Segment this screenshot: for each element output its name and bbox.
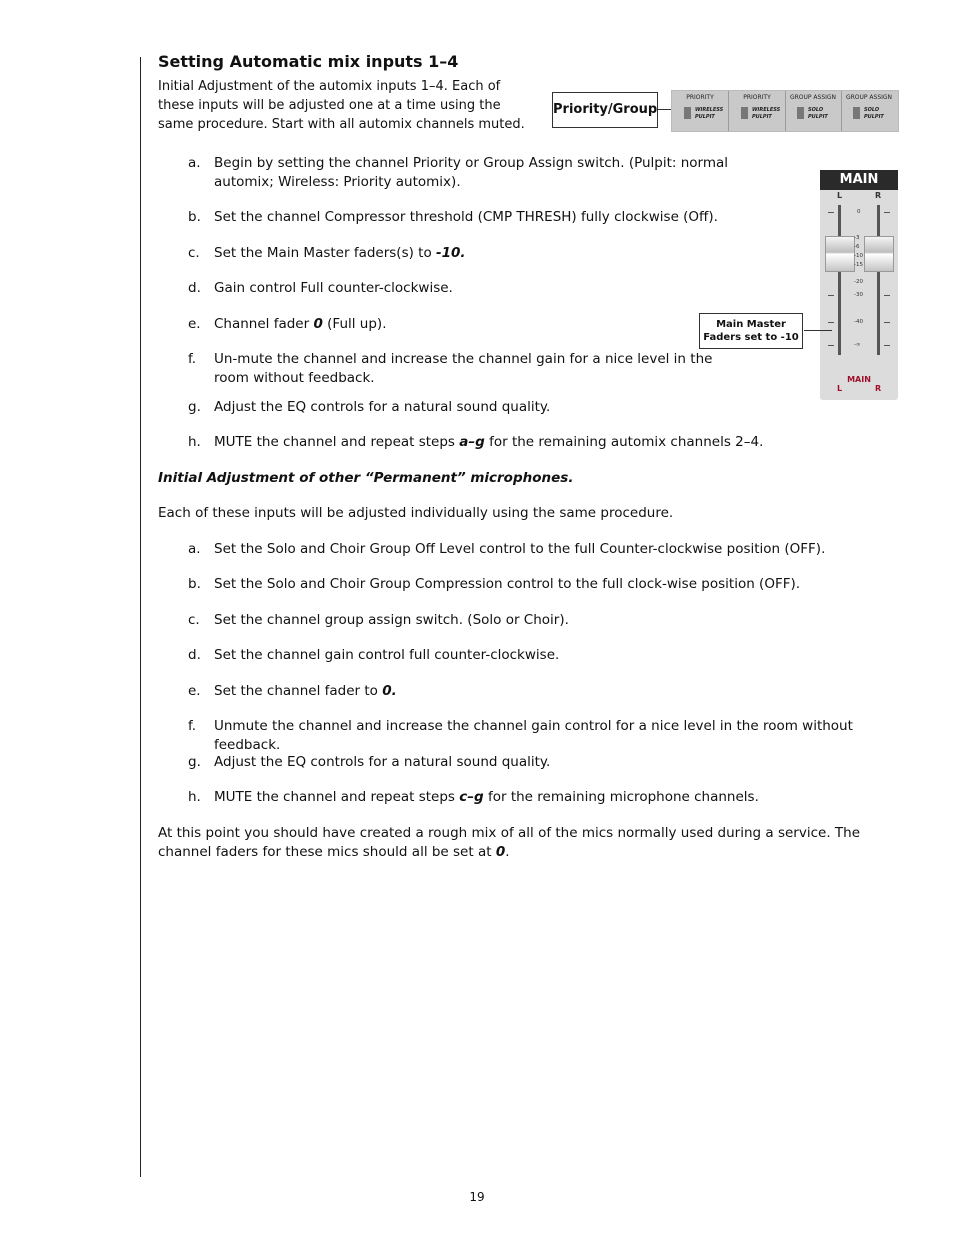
step-letter: d. xyxy=(188,280,201,296)
callout-line-2: Faders set to -10 xyxy=(703,332,799,343)
scale-tick xyxy=(828,212,834,213)
step-text: Set the channel group assign switch. (Solo or Choir). xyxy=(214,612,569,628)
switch-header: GROUP ASSIGN xyxy=(845,94,893,101)
step-letter: h. xyxy=(188,789,201,805)
switch-label-1: WIRELESS xyxy=(695,107,724,113)
callout-line-1: Main Master xyxy=(716,319,786,330)
step-letter: e. xyxy=(188,683,201,699)
scale-label: -15 xyxy=(854,262,863,268)
switch-button xyxy=(853,107,860,119)
switch-panel-1 xyxy=(672,91,729,131)
fader-bottom-lr xyxy=(820,384,898,393)
fader-title: MAIN xyxy=(820,170,898,190)
scale-tick xyxy=(828,295,834,296)
step-text: Begin by setting the channel Priority or Group Assign switch. (Pulpit: normal automix; Wireless: Priority automix). xyxy=(214,155,729,190)
step-letter: b. xyxy=(188,209,201,225)
step-letter: b. xyxy=(188,576,201,592)
step-letter: c. xyxy=(188,612,200,628)
step-text: MUTE the channel and repeat steps a–g for the remaining automix channels 2–4. xyxy=(214,434,764,450)
scale-tick xyxy=(828,322,834,323)
scale-label: 0 xyxy=(857,209,861,215)
fader-slot-right xyxy=(877,205,880,355)
scale-label: -3 xyxy=(854,235,860,241)
switch-label-2: PULPIT xyxy=(864,114,884,120)
subintro-paragraph: Each of these inputs will be adjusted individually using the same procedure. xyxy=(158,505,674,521)
switch-label-1: SOLO xyxy=(808,107,824,113)
scale-tick xyxy=(884,345,890,346)
step-letter: a. xyxy=(188,541,201,557)
priority-group-switch-panel xyxy=(671,90,899,132)
fader-left-label: L xyxy=(837,191,843,200)
fader-bottom-title: MAIN xyxy=(847,375,871,384)
switch-header: PRIORITY xyxy=(743,94,771,101)
scale-tick xyxy=(884,295,890,296)
step-text: Adjust the EQ controls for a natural sound quality. xyxy=(214,399,551,415)
fader-bottom-right: R xyxy=(875,384,882,393)
step-text: Gain control Full counter-clockwise. xyxy=(214,280,453,296)
step-text: Adjust the EQ controls for a natural sound quality. xyxy=(214,754,551,770)
priority-group-callout: Priority/Group xyxy=(552,92,658,128)
main-master-fader-figure xyxy=(820,170,898,400)
scale-tick xyxy=(828,345,834,346)
fader-cap-left xyxy=(825,236,855,272)
step-text: Set the channel Compressor threshold (CMP THRESH) fully clockwise (Off). xyxy=(214,209,718,225)
step-text: Set the Solo and Choir Group Off Level control to the full Counter-clockwise position (OFF). xyxy=(214,541,826,557)
switch-label-1: SOLO xyxy=(864,107,880,113)
callout-leader-line xyxy=(804,330,832,331)
step-text: Set the channel fader to 0. xyxy=(214,683,397,699)
fader-right-label: R xyxy=(875,191,882,200)
step-letter: f. xyxy=(188,351,197,367)
closing-paragraph: At this point you should have created a rough mix of all of the mics normally used during a service. The channel faders for these mics should all be set at 0. xyxy=(158,825,861,860)
switch-label-2: PULPIT xyxy=(808,114,828,120)
step-letter: g. xyxy=(188,754,201,770)
step-text: Channel fader 0 (Full up). xyxy=(214,316,387,332)
switch-button xyxy=(741,107,748,119)
switch-panel-3 xyxy=(785,91,842,131)
scale-label: -20 xyxy=(854,279,863,285)
step-letter: c. xyxy=(188,245,200,261)
switch-panel-2 xyxy=(729,91,786,131)
switch-panel-4 xyxy=(841,91,897,131)
scale-label: -∞ xyxy=(854,342,861,348)
switch-header: GROUP ASSIGN xyxy=(789,94,837,101)
fader-cap-right xyxy=(864,236,894,272)
switch-label-2: PULPIT xyxy=(752,114,772,120)
scale-label: -6 xyxy=(854,244,860,250)
fader-bottom-left: L xyxy=(837,384,843,393)
step-text: Set the Main Master faders(s) to -10. xyxy=(214,245,466,261)
step-text: Unmute the channel and increase the channel gain control for a nice level in the room without feedback. xyxy=(214,718,853,753)
intro-paragraph: Initial Adjustment of the automix inputs 1–4. Each of these inputs will be adjusted one at a time using the same procedure. Start with all automix channels muted. xyxy=(158,79,525,132)
scale-label: -40 xyxy=(854,319,863,325)
switch-header: PRIORITY xyxy=(686,94,714,101)
switch-button xyxy=(684,107,691,119)
step-letter: a. xyxy=(188,155,201,171)
step-text: MUTE the channel and repeat steps c–g for the remaining microphone channels. xyxy=(214,789,759,805)
step-letter: e. xyxy=(188,316,201,332)
switch-button xyxy=(797,107,804,119)
switch-label-1: WIRELESS xyxy=(752,107,781,113)
step-letter: g. xyxy=(188,399,201,415)
step-letter: h. xyxy=(188,434,201,450)
step-text: Set the Solo and Choir Group Compression control to the full clock-wise position (OFF). xyxy=(214,576,801,592)
main-master-callout xyxy=(699,313,803,349)
step-text: Set the channel gain control full counter-clockwise. xyxy=(214,647,560,663)
scale-label: -10 xyxy=(854,253,863,259)
step-letter: f. xyxy=(188,718,197,734)
fader-slot-left xyxy=(838,205,841,355)
scale-label: -30 xyxy=(854,292,863,298)
section-heading: Setting Automatic mix inputs 1–4 xyxy=(158,52,459,71)
subheading: Initial Adjustment of other “Permanent” microphones. xyxy=(158,470,574,486)
step-letter: d. xyxy=(188,647,201,663)
fader-bottom-label xyxy=(820,375,898,393)
page-number: 19 xyxy=(469,1190,485,1204)
scale-tick xyxy=(884,322,890,323)
scale-tick xyxy=(884,212,890,213)
margin-rule xyxy=(140,57,141,1177)
switch-label-2: PULPIT xyxy=(695,114,715,120)
step-text: Un-mute the channel and increase the channel gain for a nice level in the room without feedback. xyxy=(214,351,713,386)
